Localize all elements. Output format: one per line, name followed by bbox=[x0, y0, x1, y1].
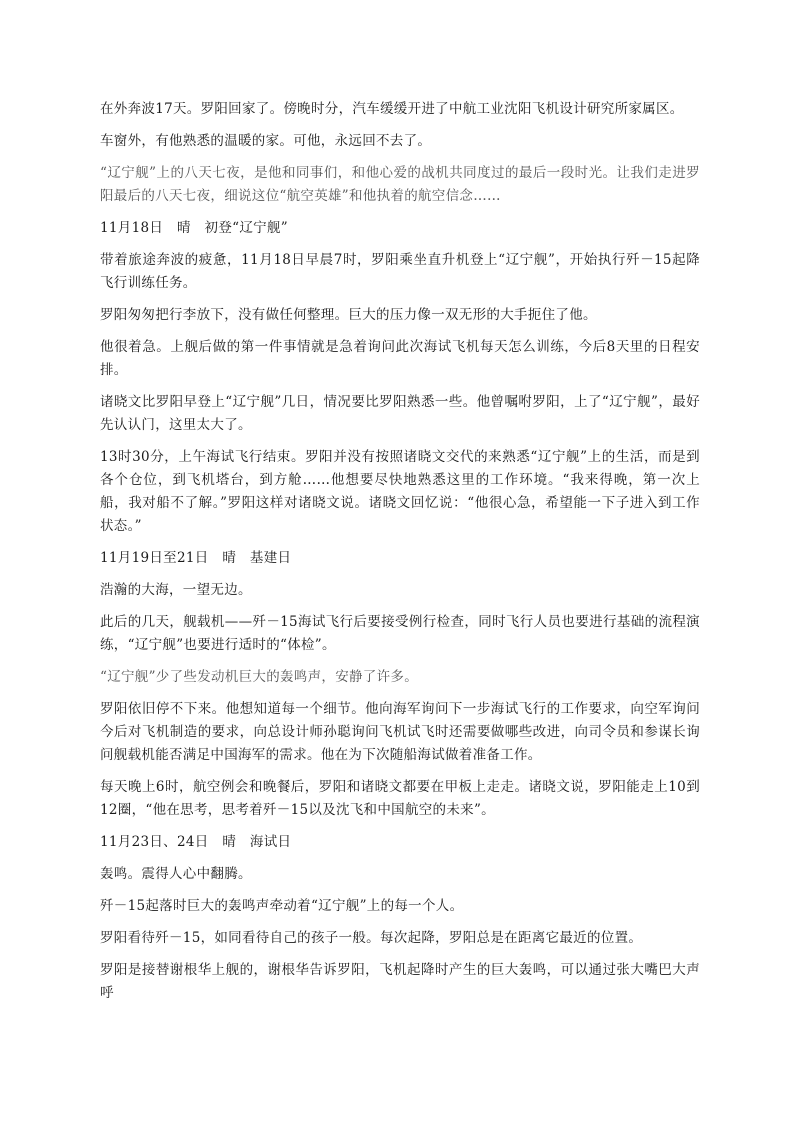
paragraph-j15-roar: 歼－15起落时巨大的轰鸣声牵动着“辽宁舰”上的每一个人。 bbox=[100, 898, 464, 914]
paragraph-afternoon: 13时30分，上午海试飞行结束。罗阳并没有按照诸晓文交代的来熟悉“辽宁舰”上的生活，而是到各个仓位，到飞机塔台，到方舱……他想要尽快地熟悉这里的工作环境。“我来得晚，第一次上船，我对船不了解。”罗阳这样对诸晓文说。诸晓文回忆说：“他很心急，希望能一下子进入到工作状态。” bbox=[100, 449, 700, 534]
paragraph-xie-genhua: 罗阳是接替谢根华上舰的，谢根华告诉罗阳，飞机起降时产生的巨大轰鸣，可以通过张大嘴巴大声呼 bbox=[100, 962, 700, 1001]
paragraph-details: 罗阳依旧停不下来。他想知道每一个细节。他向海军询问下一步海试飞行的工作要求，向空军询问今后对飞机制造的要求，向总设计师孙聪询问飞机试飞时还需要做哪些改进，向司令员和参谋长询问舰载机能否满足中国海军的需求。他在为下次随船海试做着准备工作。 bbox=[100, 701, 700, 763]
paragraph-quiet: “辽宁舰”少了些发动机巨大的轰鸣声，安静了许多。 bbox=[100, 669, 419, 685]
paragraph-boarding: 带着旅途奔波的疲惫，11月18日早晨7时，罗阳乘坐直升机登上“辽宁舰”，开始执行歼－15起降飞行训练任务。 bbox=[100, 252, 700, 291]
paragraph-zhu-xiaowen: 诸晓文比罗阳早登上“辽宁舰”几日，情况要比罗阳熟悉一些。他曾嘱咐罗阳，上了“辽宁舰”，最好先认认门，这里太大了。 bbox=[100, 394, 700, 433]
paragraph-sea: 浩瀚的大海，一望无边。 bbox=[100, 582, 252, 598]
paragraph-inspection: 此后的几天，舰载机——歼－15海试飞行后要接受例行检查，同时飞行人员也要进行基础的流程演练，“辽宁舰”也要进行适时的“体检”。 bbox=[100, 614, 700, 653]
paragraph-car-window: 车窗外，有他熟悉的温暖的家。可他，永远回不去了。 bbox=[100, 133, 432, 149]
section-heading-nov-23-24: 11月23日、24日 晴 海试日 bbox=[100, 834, 292, 850]
paragraph-like-child: 罗阳看待歼－15，如同看待自己的孩子一般。每次起降，罗阳总是在距离它最近的位置。 bbox=[100, 930, 643, 946]
paragraph-roar: 轰鸣。震得人心中翻腾。 bbox=[100, 866, 252, 882]
document-body bbox=[100, 98, 700, 1005]
paragraph-intro: “辽宁舰”上的八天七夜，是他和同事们，和他心爱的战机共同度过的最后一段时光。让我们走进罗阳最后的八天七夜，细说这位“航空英雄”和他执着的航空信念…… bbox=[100, 165, 700, 204]
paragraph-arrival-home: 在外奔波17天。罗阳回家了。傍晚时分，汽车缓缓开进了中航工业沈阳飞机设计研究所家属区。 bbox=[100, 101, 684, 117]
paragraph-luggage: 罗阳匆匆把行李放下，没有做任何整理。巨大的压力像一双无形的大手扼住了他。 bbox=[100, 307, 597, 323]
paragraph-anxious: 他很着急。上舰后做的第一件事情就是急着询问此次海试飞机每天怎么训练，今后8天里的日程安排。 bbox=[100, 339, 700, 378]
paragraph-deck-walk: 每天晚上6时，航空例会和晚餐后，罗阳和诸晓文都要在甲板上走走。诸晓文说，罗阳能走上10到12圈，“他在思考，思考着歼－15以及沈飞和中国航空的未来”。 bbox=[100, 779, 700, 818]
section-heading-nov-18: 11月18日 晴 初登“辽宁舰” bbox=[100, 220, 288, 236]
section-heading-nov-19-21: 11月19日至21日 晴 基建日 bbox=[100, 550, 292, 566]
